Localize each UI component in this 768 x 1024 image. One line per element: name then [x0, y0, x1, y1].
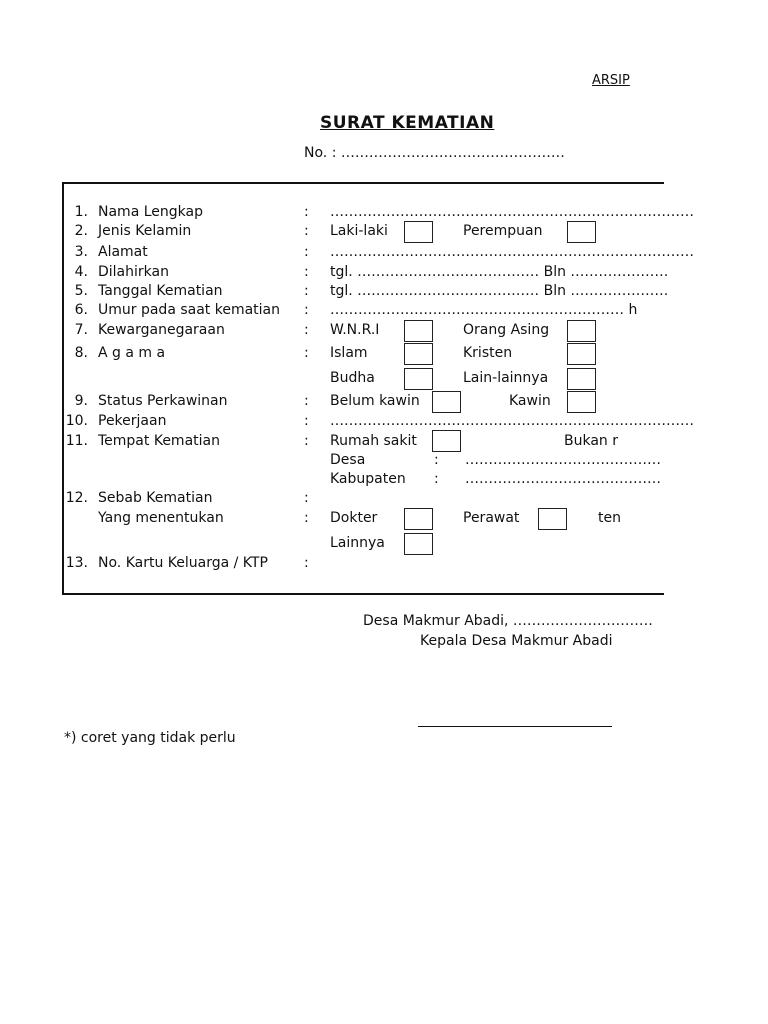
checkbox-lain-lainnya[interactable]: [567, 368, 596, 390]
option-dokter: Dokter: [330, 510, 378, 526]
row-number: 2.: [74, 223, 88, 239]
checkbox-islam[interactable]: [404, 343, 433, 365]
checkbox-lainnya[interactable]: [404, 533, 433, 555]
colon: :: [304, 204, 309, 220]
row-number: 6.: [74, 302, 88, 318]
signature-line: [418, 726, 612, 727]
tanggal-kematian-field[interactable]: tgl. ………………………………… Bln …………………: [330, 283, 669, 299]
footnote: *) coret yang tidak perlu: [64, 730, 236, 746]
row-number: 4.: [74, 264, 88, 280]
field-label-no-kk-ktp: No. Kartu Keluarga / KTP: [98, 555, 268, 571]
checkbox-kawin[interactable]: [567, 391, 596, 413]
dilahirkan-field[interactable]: tgl. ………………………………… Bln …………………: [330, 264, 669, 280]
field-label-nama: Nama Lengkap: [98, 204, 203, 220]
checkbox-perempuan[interactable]: [567, 221, 596, 243]
checkbox-belum-kawin[interactable]: [432, 391, 461, 413]
field-label-kewarganegaraan: Kewarganegaraan: [98, 322, 225, 338]
option-laki-laki: Laki-laki: [330, 223, 388, 239]
nama-field[interactable]: ……………………………………………………………………: [330, 204, 694, 220]
colon: :: [304, 433, 309, 449]
row-number: 8.: [74, 345, 88, 361]
option-rumah-sakit: Rumah sakit: [330, 433, 417, 449]
colon: :: [304, 264, 309, 280]
umur-field[interactable]: ……………………………………………………… h: [330, 302, 638, 318]
checkbox-rumah-sakit[interactable]: [432, 430, 461, 452]
field-label-status-perkawinan: Status Perkawinan: [98, 393, 228, 409]
colon: :: [304, 283, 309, 299]
option-wnri: W.N.R.I: [330, 322, 380, 338]
colon: :: [304, 244, 309, 260]
signature-place-date: Desa Makmur Abadi, …………………………: [363, 613, 653, 629]
field-label-tempat-kematian: Tempat Kematian: [98, 433, 220, 449]
option-lain-lainnya: Lain-lainnya: [463, 370, 549, 386]
checkbox-orang-asing[interactable]: [567, 320, 596, 342]
checkbox-perawat[interactable]: [538, 508, 567, 530]
colon: :: [304, 393, 309, 409]
option-perempuan: Perempuan: [463, 223, 543, 239]
checkbox-laki-laki[interactable]: [404, 221, 433, 243]
row-number: 9.: [74, 393, 88, 409]
kabupaten-field[interactable]: ……………………………………: [465, 471, 661, 487]
option-tenaga: ten: [598, 510, 621, 526]
desa-field[interactable]: ……………………………………: [465, 452, 661, 468]
option-budha: Budha: [330, 370, 375, 386]
colon: :: [304, 413, 309, 429]
row-number: 1.: [74, 204, 88, 220]
row-number: 10.: [65, 413, 88, 429]
colon: :: [434, 452, 439, 468]
field-label-umur: Umur pada saat kematian: [98, 302, 281, 318]
option-perawat: Perawat: [463, 510, 520, 526]
option-lainnya: Lainnya: [330, 535, 385, 551]
colon: :: [304, 302, 309, 318]
option-bukan-rumah-sakit: Bukan r: [564, 433, 618, 449]
document-number: No. : …………………………………………: [304, 145, 565, 161]
checkbox-budha[interactable]: [404, 368, 433, 390]
document-title: SURAT KEMATIAN: [320, 113, 495, 133]
colon: :: [304, 555, 309, 571]
field-label-pekerjaan: Pekerjaan: [98, 413, 167, 429]
signature-role: Kepala Desa Makmur Abadi: [420, 633, 613, 649]
row-number: 5.: [74, 283, 88, 299]
field-label-sebab-kematian: Sebab Kematian: [98, 490, 213, 506]
checkbox-kristen[interactable]: [567, 343, 596, 365]
alamat-field[interactable]: ……………………………………………………………………: [330, 244, 694, 260]
colon: :: [304, 322, 309, 338]
option-kawin: Kawin: [509, 393, 551, 409]
field-label-dilahirkan: Dilahirkan: [98, 264, 169, 280]
checkbox-dokter[interactable]: [404, 508, 433, 530]
row-number: 11.: [65, 433, 88, 449]
colon: :: [304, 490, 309, 506]
colon: :: [304, 223, 309, 239]
field-label-alamat: Alamat: [98, 244, 148, 260]
field-label-yang-menentukan: Yang menentukan: [98, 510, 224, 526]
pekerjaan-field[interactable]: ……………………………………………………………………: [330, 413, 694, 429]
colon: :: [434, 471, 439, 487]
row-number: 12.: [65, 490, 88, 506]
archive-label: ARSIP: [592, 73, 630, 88]
desa-label: Desa: [330, 452, 366, 468]
field-label-agama: A g a m a: [98, 345, 166, 361]
option-kristen: Kristen: [463, 345, 513, 361]
row-number: 13.: [65, 555, 88, 571]
field-label-tanggal-kematian: Tanggal Kematian: [98, 283, 223, 299]
checkbox-wnri[interactable]: [404, 320, 433, 342]
kabupaten-label: Kabupaten: [330, 471, 406, 487]
field-label-jenis-kelamin: Jenis Kelamin: [98, 223, 192, 239]
option-belum-kawin: Belum kawin: [330, 393, 420, 409]
row-number: 7.: [74, 322, 88, 338]
row-number: 3.: [74, 244, 88, 260]
colon: :: [304, 345, 309, 361]
option-orang-asing: Orang Asing: [463, 322, 550, 338]
option-islam: Islam: [330, 345, 368, 361]
colon: :: [304, 510, 309, 526]
